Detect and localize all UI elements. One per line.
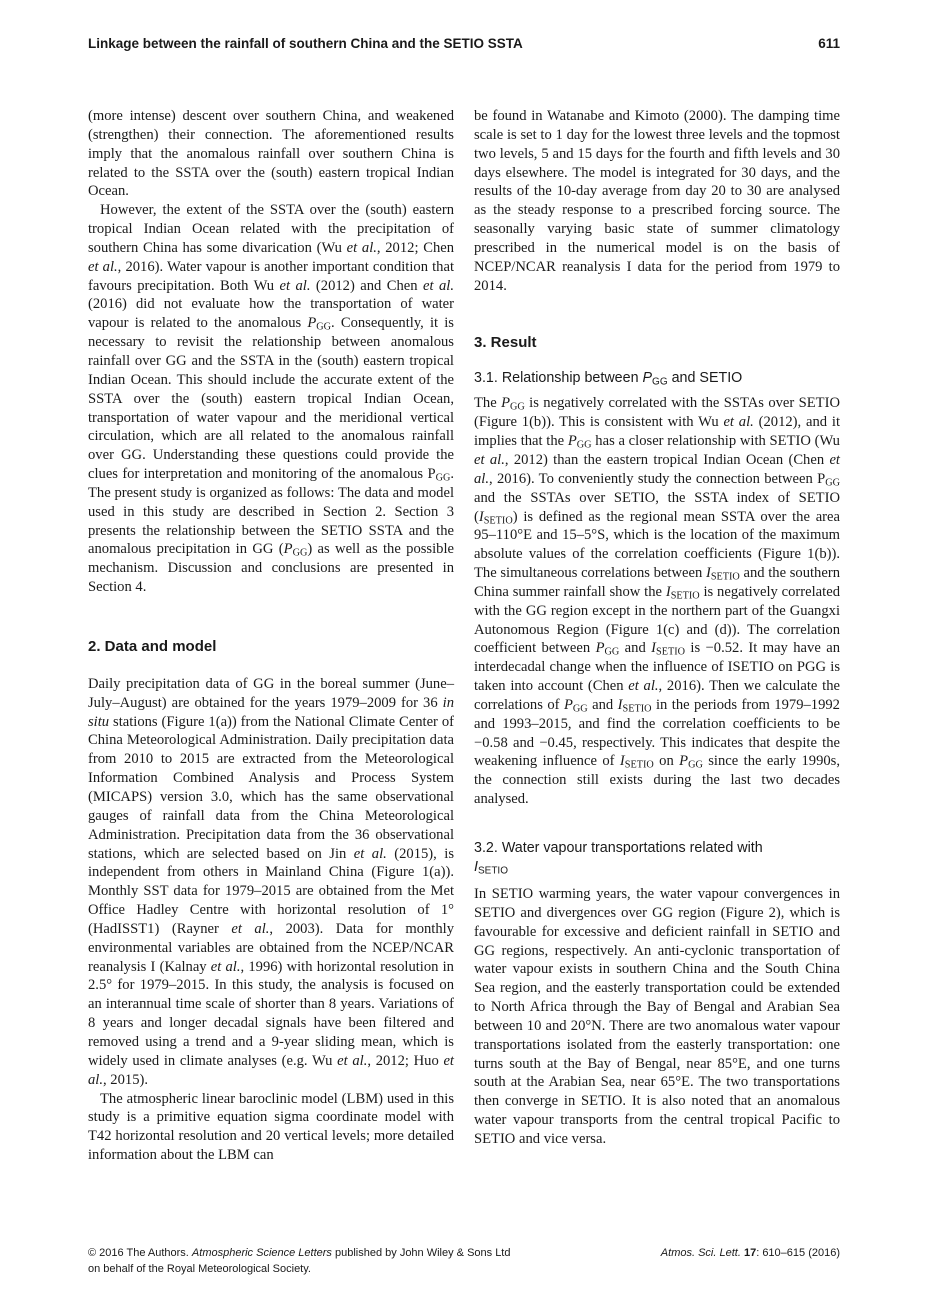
paragraph-model: The atmospheric linear baroclinic model (LBM) used in this study is a primitive equation sigma coordinate model with T42 horizontal resolution and 20 vertical levels; more detailed information about the LBM can	[88, 1090, 454, 1164]
paragraph-motivation: However, the extent of the SSTA over the (south) eastern tropical Indian Ocean related with the precipitation of southern China has some divarication (Wu et al., 2012; Chen et al., 2016). Water vapour is another important condition that favours precipitation. Both Wu et al. (2012) and Chen et al. (2016) did not evaluate how the transportation of water vapour is related to the anomalous $P_{GG}$. Consequently, it is necessary to revisit the relationship between anomalous rainfall over GG and the SSTA in the (south) eastern tropical Indian Ocean. This should include the accurate extent of the SSTA over the (south) eastern tropical Indian Ocean, transportation of water vapour and the meridional vertical circulation, which are all related to the anomalous rainfall over GG. Understanding these questions could provide the clues for interpretation and monitoring of the anomalous $P_{GG}$. The present study is organized as follows: The data and model used in this study are described in Section 2. Section 3 presents the relationship between the SETIO SSTA and the anomalous precipitation in GG $(P_{GG})$ as well as the possible mechanism. Discussion and conclusions are presented in Section 4.	[88, 202, 455, 596]
running-header	[88, 36, 840, 56]
left-column	[88, 107, 454, 1165]
citation-etal: et al.	[423, 277, 454, 294]
citation-etal: et al.	[279, 277, 311, 294]
citation-etal: et al.	[353, 845, 387, 862]
citation-etal: et al.	[628, 678, 659, 695]
running-title: Linkage between the rainfall of southern China and the SETIO SSTA	[88, 36, 523, 51]
section-heading-result: 3. Result	[474, 334, 537, 352]
subsection-heading-3-1: 3.1. Relationship between $P_{GG}$ and SETIO	[474, 370, 743, 388]
citation-etal: et al.	[474, 451, 840, 487]
symbol-pgg: $P_{GG}$	[427, 466, 451, 484]
paragraph-relationship: The $P_{GG}$ is negatively correlated with the SSTAs over SETIO (Figure 1(b)). This is consistent with Wu et al. (2012), and it implies that the $P_{GG}$ has a closer relationship with SETIO (Wu et al., 2012) than the eastern tropical Indian Ocean (Chen et al., 2016). To conveniently study the connection between $P_{GG}$ and the SSTAs over SETIO, the SSTA index of SETIO $(I_{SETIO})$ is defined as the regional mean SSTA over the area 95–110°E and 15–5°S, which is the location of the maximum absolute values of the correlation coefficients (Figure 1(b)). The simultaneous correlations between $I_{SETIO}$ and the southern China summer rainfall show the $I_{SETIO}$ is negatively correlated with the GG region except in the northern part of the Guangxi Autonomous Region (Figure 1(c) and (d)). The correlation coefficient between $P_{GG}$ and $I_{SETIO}$ is −0.52. It may have an interdecadal change when the influence of ISETIO on PGG is taken into account (Chen et al., 2016). Then we calculate the correlations of $P_{GG}$ and $I_{SETIO}$ in the periods from 1979–1992 and 1993–2015, and find the correlation coefficients to be −0.58 and −0.45, respectively. This indicates that despite the weakening influence of $I_{SETIO}$ on $P_{GG}$ since the early 1990s, the connection still exists during the last two decades analysed.	[474, 395, 840, 808]
citation-etal: et al.	[210, 958, 241, 975]
citation-etal: et al.	[231, 920, 270, 937]
section-heading-data-model: 2. Data and model	[88, 637, 217, 655]
citation-etal: et al.	[88, 1052, 454, 1088]
citation-etal: et al.	[474, 451, 505, 468]
symbol-pgg: P	[307, 315, 317, 332]
paragraph-intro-end: (more intense) descent over southern China, and weakened (strengthen) their connection. The aforementioned results imply that the anomalous rainfall over southern China is related to the SSTA over the (south) eastern tropical Indian Ocean.	[88, 108, 454, 200]
citation-etal: et al.	[337, 1052, 368, 1069]
paragraph-water-vapour: In SETIO warming years, the water vapour convergences in SETIO and divergences over GG region (Figure 2), which is favourable for excessive and deficient rainfall in SETIO and GG regions, respectively. An anti-cyclonic transportation of water vapour exists in southern China and the South China Sea region, and the easterly transportation could be extended to North Africa through the Bay of Bengal and Arabian Sea between 10 and 20°N. There are two anomalous water vapour transportations isolated from the easterly transportation: one turns south at the Bay of Bengal, near 85°E, and one turns south at the Arabian Sea, near 65°E. The two transportations then converge in SETIO. It is also noted that an anomalous water vapour transports from the central tropical Pacific to SETIO and vice versa.	[474, 886, 840, 1147]
journal-citation: Atmos. Sci. Lett. 17: 610–615 (2016)	[660, 1247, 840, 1259]
page-number: 611	[818, 36, 840, 51]
citation-etal: et al.	[88, 258, 118, 275]
citation-etal: et al.	[346, 239, 377, 256]
citation-etal: et al.	[723, 414, 754, 431]
symbol-pgg: P	[283, 541, 293, 558]
paragraph-data: Daily precipitation data of GG in the boreal summer (June–July–August) are obtained for the years 1979–2009 for 36 in situ stations (Figure 1(a)) from the National Climate Center of China Meteorological Administration. Daily precipitation data from 2010 to 2015 are extracted from the Meteorological Information Combined Analysis and Process System (MICAPS) version 3.0, which has the same observational gauges of rainfall data from the China Meteorological Administration. Precipitation data from the 36 observational stations, which are selected based on Jin et al. (2015), is independent from others in Mainland China (Figure 1(a)). Monthly SST data for 1979–2015 are obtained from the Met Office Hadley Centre with horizontal resolution of 1° (HadISST1) (Rayner et al., 2003). Data for monthly environmental variables are obtained from the NCEP/NCAR reanalysis I (Kalnay et al., 1996) with horizontal resolution in 2.5° for 1979–2015. In this study, the analysis is focused on an interannual time scale of shorter than 8 years. Variations of 8 years and longer decadal signals have been filtered and removed using a trend and a 9-year sliding mean, which is widely used in climate analyses (e.g. Wu et al., 2012; Huo et al., 2015).	[88, 675, 455, 1088]
right-column	[474, 107, 840, 1149]
copyright-notice: © 2016 The Authors. Atmospheric Science Letters published by John Wiley & Sons Ltd on behalf of the Royal Meteorological Society.	[88, 1247, 511, 1275]
paragraph-model-continued: be found in Watanabe and Kimoto (2000). The damping time scale is set to 1 day for the lowest three levels and the topmost two levels, 5 and 15 days for the fourth and fifth levels and 30 days elsewhere. The model is integrated for 30 days, and the results of the 10-day average from day 20 to 30 are analysed as the steady response to a prescribed forcing source. The seasonally varying basic state of summer climatology prescribed in the numerical model is on the basis of NCEP/NCAR reanalysis I data for the period from 1979 to 2014.	[474, 108, 840, 294]
subsection-heading-3-2: 3.2. Water vapour transportations related with $I_{SETIO}$	[474, 840, 763, 877]
